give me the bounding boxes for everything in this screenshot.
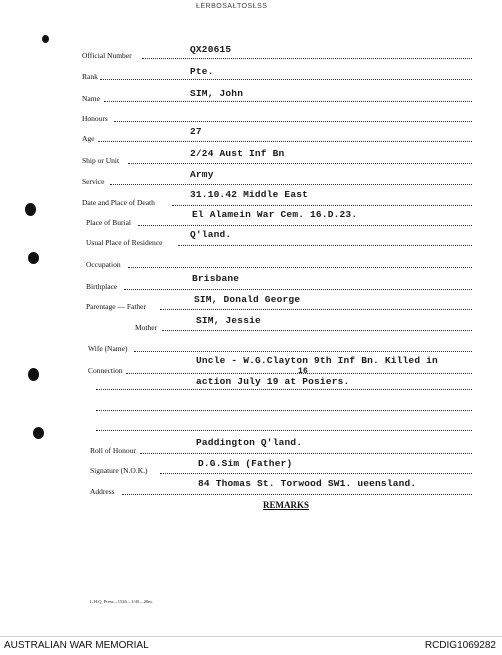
- signature-line: [160, 473, 472, 474]
- birthplace-label: Birthplace: [86, 282, 118, 291]
- birthplace-value: Brisbane: [192, 273, 240, 284]
- roll-of-honour-line: [140, 453, 472, 454]
- mother-line: [162, 330, 472, 331]
- printer-note: L.H.Q. Press—1526—1/45—20m.: [90, 599, 153, 604]
- mother-value: SIM, Jessie: [196, 315, 261, 326]
- father-value: SIM, Donald George: [194, 294, 301, 305]
- top-stamp: ŁERBOSAŁTOSŁSS: [196, 3, 268, 10]
- usual-residence-line: [178, 245, 472, 246]
- ship-or-unit-label: Ship or Unit: [82, 156, 120, 165]
- honours-line: [114, 121, 472, 122]
- connection-value-line1: Uncle - W.G.Clayton 9th Inf Bn. Killed in: [196, 355, 438, 366]
- date-place-death-line: [172, 205, 472, 206]
- rank-value: Pte.: [190, 66, 214, 77]
- ship-or-unit-line: [128, 163, 472, 164]
- date-place-death-value: 31.10.42 Middle East: [190, 189, 309, 200]
- rank-label: Rank: [82, 72, 98, 81]
- punch-hole-4: [33, 427, 44, 439]
- age-label: Age: [82, 134, 95, 143]
- blank-line-1: [96, 410, 472, 411]
- service-value: Army: [190, 169, 214, 180]
- honours-label: Honours: [82, 114, 108, 123]
- name-label: Name: [82, 94, 100, 103]
- archive-footer: [0, 636, 502, 655]
- address-line: [122, 494, 472, 495]
- address-value: 84 Thomas St. Torwood SW1. ueensland.: [198, 478, 417, 489]
- blank-line-2: [96, 430, 472, 431]
- service-label: Service: [82, 177, 105, 186]
- mother-label: Mother: [135, 323, 158, 332]
- punch-hole-2: [28, 252, 39, 264]
- birthplace-line: [124, 289, 472, 290]
- place-of-burial-line: [138, 225, 472, 226]
- rank-line: [100, 79, 472, 80]
- date-place-death-label: Date and Place of Death: [82, 198, 155, 207]
- punch-hole-1: [25, 203, 36, 216]
- occupation-label: Occupation: [86, 260, 121, 269]
- official-number-line: [142, 58, 472, 59]
- name-line: [104, 101, 472, 102]
- usual-residence-value: Q'land.: [190, 229, 232, 240]
- place-of-burial-value: El Alamein War Cem. 16.D.23.: [192, 209, 358, 220]
- connection-value-line2: action July 19 at Posiers.: [196, 376, 350, 387]
- occupation-line: [128, 267, 472, 268]
- father-line: [160, 309, 472, 310]
- place-of-burial-label: Place of Burial: [86, 218, 131, 227]
- age-line: [98, 141, 472, 142]
- punch-hole-top: [42, 35, 49, 43]
- signature-label: Signature (N.O.K.): [90, 466, 148, 475]
- father-label: Parentage — Father: [86, 302, 146, 311]
- service-line: [110, 184, 472, 185]
- signature-value: D.G.Sim (Father): [198, 458, 293, 469]
- ship-or-unit-value: 2/24 Aust Inf Bn: [190, 148, 285, 159]
- remarks-heading: REMARKS: [263, 500, 310, 510]
- name-value: SIM, John: [190, 88, 244, 99]
- wife-line: [134, 351, 472, 352]
- footer-record-id: RCDIG1069282: [424, 640, 496, 651]
- punch-hole-3: [28, 368, 39, 381]
- address-label: Address: [90, 487, 115, 496]
- footer-institution: AUSTRALIAN WAR MEMORIAL: [4, 640, 149, 651]
- roll-of-honour-value: Paddington Q'land.: [196, 437, 303, 448]
- usual-residence-label: Usual Place of Residence: [86, 238, 163, 247]
- roll-of-honour-label: Roll of Honour: [90, 446, 136, 455]
- connection-label: Connection: [88, 366, 123, 375]
- official-number-label: Official Number: [82, 51, 132, 60]
- age-value: 27: [190, 126, 202, 137]
- official-number-value: QX20615: [190, 44, 232, 55]
- connection-line-2: [96, 389, 472, 390]
- wife-label: Wife (Name): [88, 344, 128, 353]
- connection-superscript: 16: [298, 367, 309, 376]
